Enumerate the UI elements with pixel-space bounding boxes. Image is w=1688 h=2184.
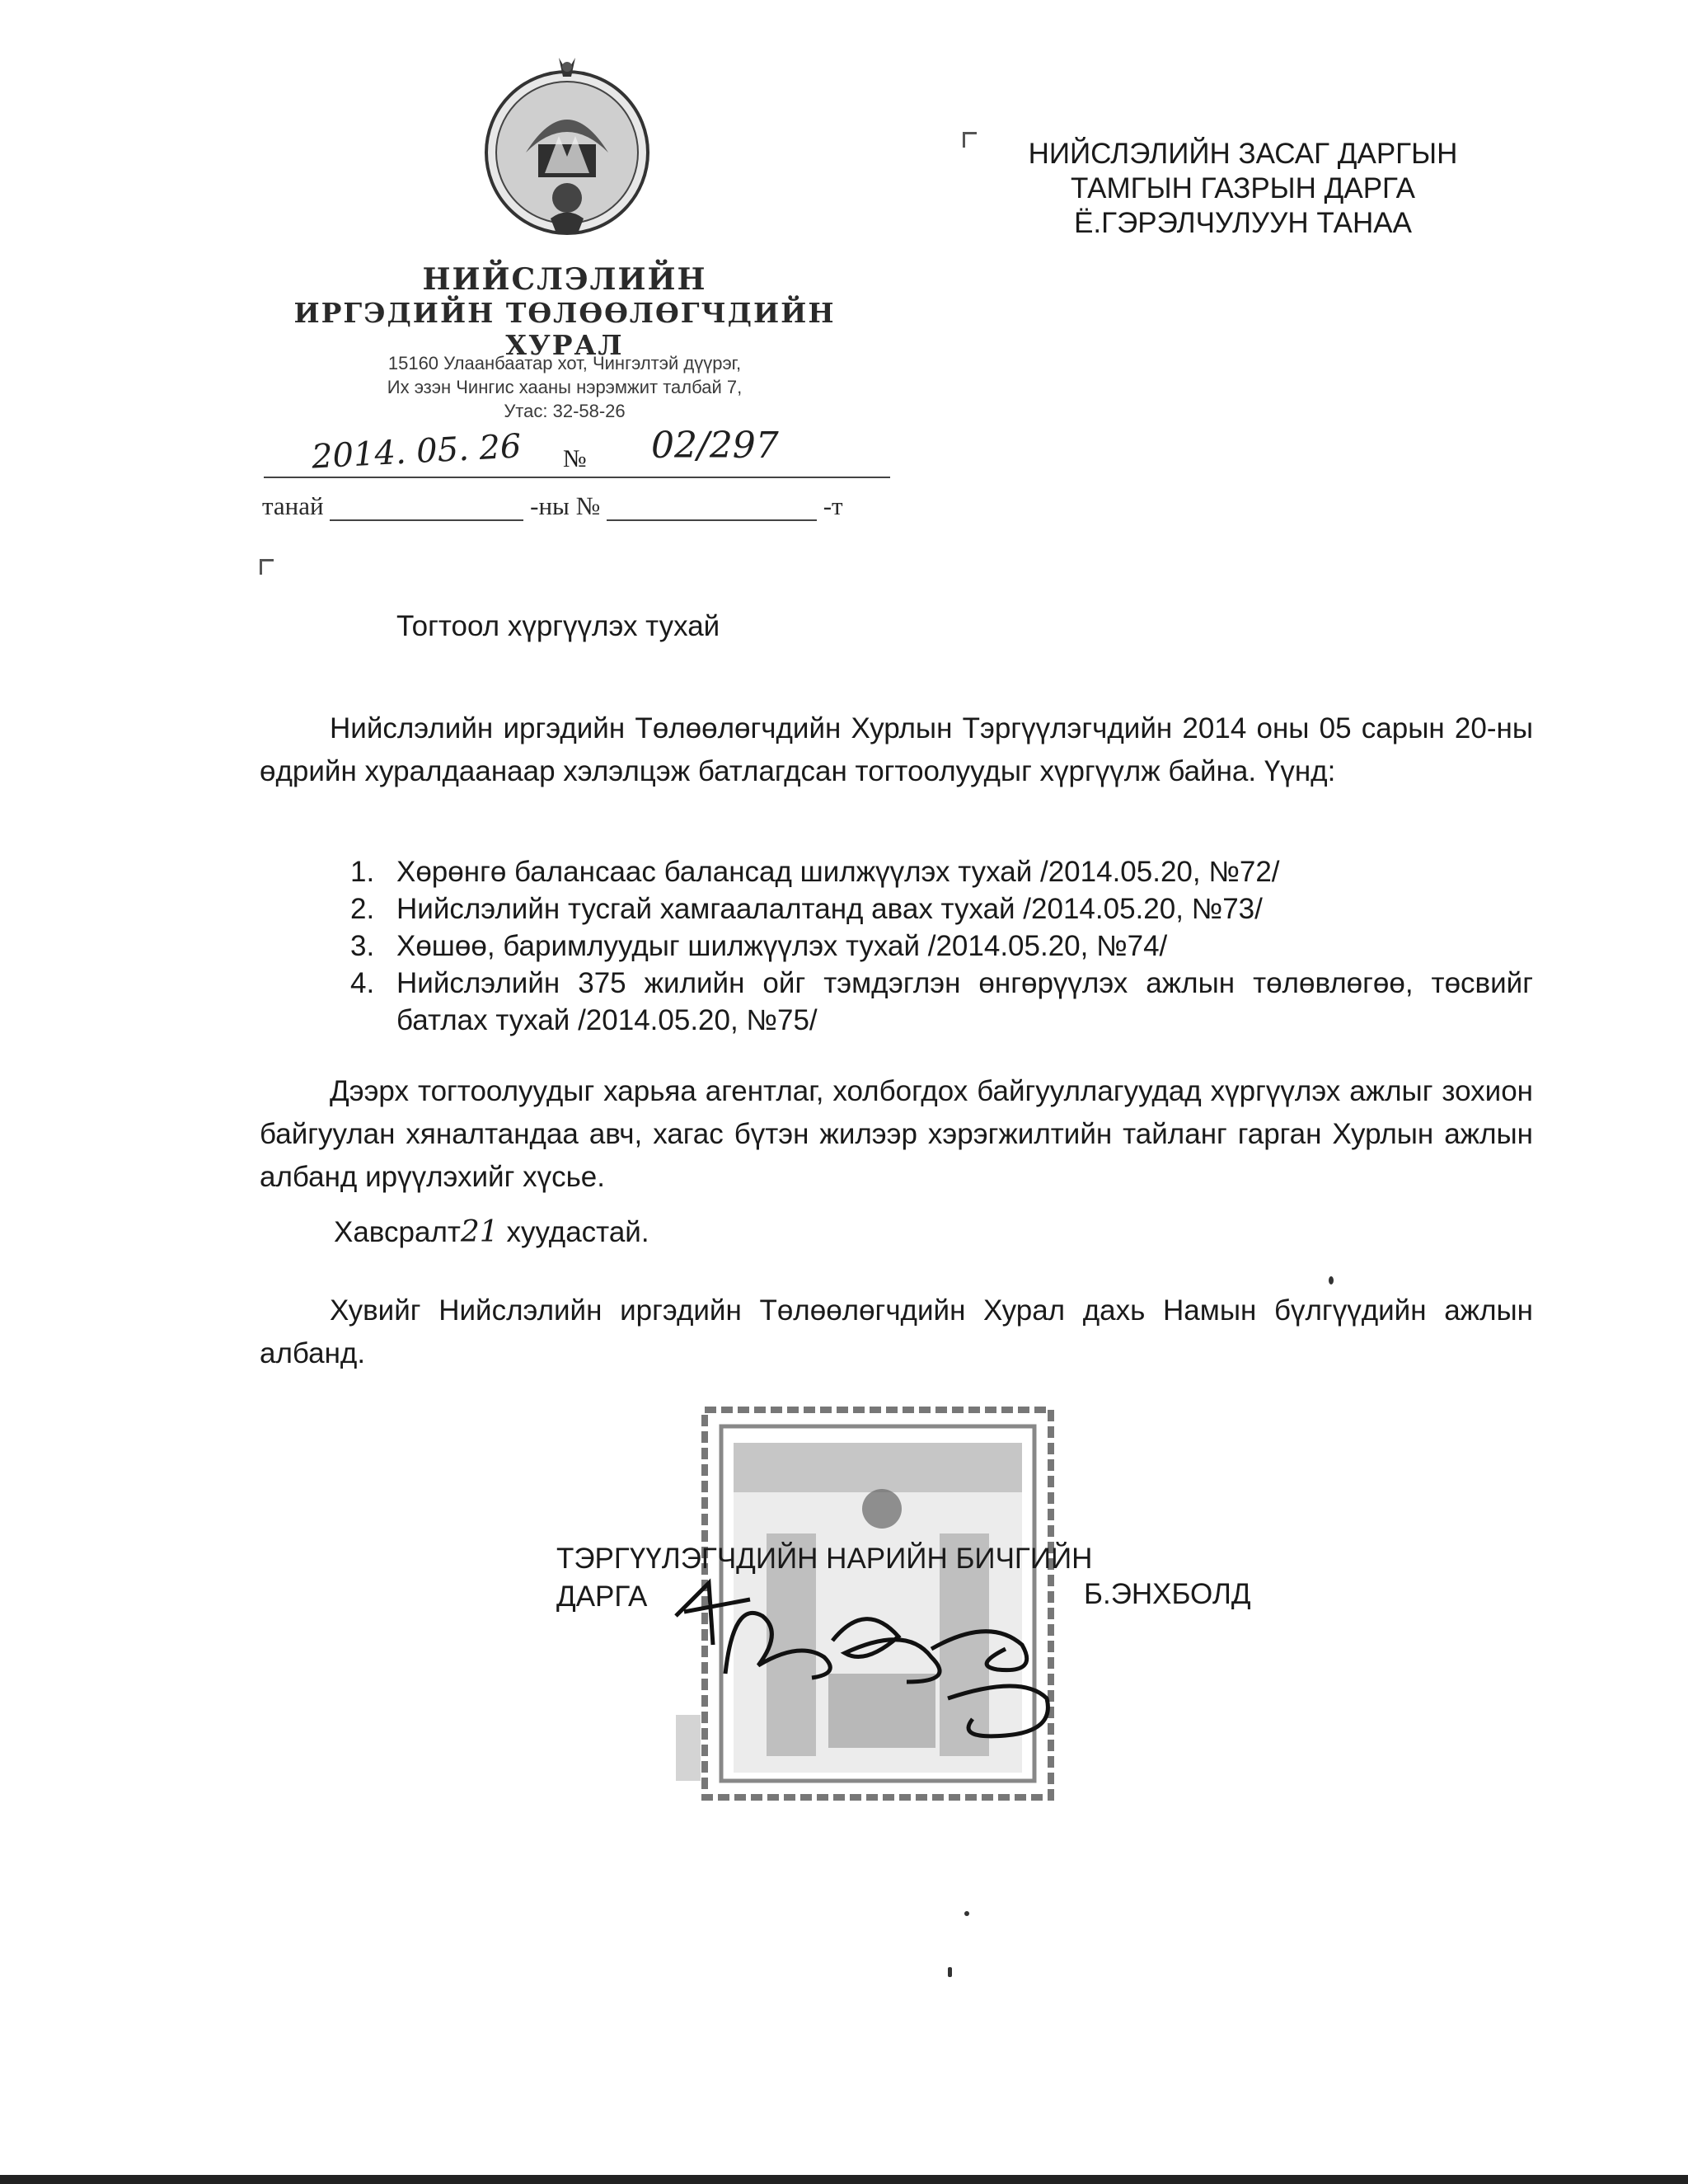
ny-label: -ны № <box>530 491 601 520</box>
scan-speck <box>964 1911 969 1916</box>
list-item: 3. Хөшөө, баримлуудыг шилжүүлэх тухай /2014.05.20, №74/ <box>350 930 1168 962</box>
attachment-count: 21 <box>460 1215 499 1249</box>
handwritten-number: 02/297 <box>651 425 779 467</box>
scan-bottom-edge <box>0 2175 1688 2184</box>
signatory-name: Б.ЭНХБОЛД <box>1084 1578 1251 1610</box>
phone-line: Утас: 32-58-26 <box>504 401 626 421</box>
organization-name-line2: ИРГЭДИЙН ТӨЛӨӨЛӨГЧДИЙН ХУРАЛ <box>293 297 836 361</box>
body-paragraph-3: Хувийг Нийслэлийн иргэдийн Төлөөлөгчдийн Хурал дахь Намын бүлгүүдийн ажлын албанд. <box>260 1294 1533 1369</box>
attachment-suffix: хуудастай. <box>506 1216 649 1248</box>
blank-line <box>330 495 523 521</box>
recipient-block <box>963 137 1523 241</box>
scan-speck <box>1329 1276 1334 1285</box>
attachment-line <box>334 1215 649 1249</box>
letter-subject: Тогтоол хүргүүлэх тухай <box>396 610 720 642</box>
list-item: 2. Нийслэлийн тусгай хамгаалалтанд авах тухай /2014.05.20, №73/ <box>350 893 1263 925</box>
t-suffix: -т <box>823 491 843 520</box>
recipient-line2: ТАМГЫН ГАЗРЫН ДАРГА <box>1070 172 1416 204</box>
body-paragraph-2: Дээрх тогтоолуудыг харьяа агентлаг, холбогдох байгууллагуудад хүргүүлэх ажлыг зохион байгуулан хяналтандаа авч, хагас бүтэн жилээр хэрэгжилтийн тайланг гарган Хурлын ажлын албанд ирүүлэхийг хүсье. <box>260 1075 1533 1193</box>
number-label: № <box>563 445 587 472</box>
state-emblem-icon <box>481 54 654 251</box>
resolution-list <box>260 853 1533 1039</box>
reference-line <box>264 477 890 478</box>
signatory-title-line1: ТЭРГҮҮЛЭГЧДИЙН НАРИЙН БИЧГИЙН <box>556 1543 1093 1575</box>
corner-mark <box>260 559 274 575</box>
signatory-title-line2: ДАРГА <box>556 1580 648 1613</box>
reply-reference-row <box>262 491 897 521</box>
list-item: 1. Хөрөнгө балансаас балансад шилжүүлэх тухай /2014.05.20, №72/ <box>350 856 1280 888</box>
scan-speck <box>948 1967 952 1977</box>
handwritten-signature-icon <box>659 1566 1088 1748</box>
recipient-line3: Ё.ГЭРЭЛЧУЛУУН ТАНАА <box>1074 207 1412 239</box>
handwritten-date: 2014. 05. 26 <box>310 427 523 477</box>
tanai-label: танай <box>262 491 324 520</box>
attachment-prefix: Хавсралт <box>334 1216 461 1248</box>
list-item: 4. Нийслэлийн 375 жилийн ойг тэмдэглэн өнгөрүүлэх ажлын төлөвлөгөө, төсвийг батлах тухай /2014.05.20, №75/ <box>350 967 1533 1036</box>
address-line1: 15160 Улаанбаатар хот, Чингэлтэй дүүрэг, <box>387 353 742 373</box>
body-paragraph-1: Нийслэлийн иргэдийн Төлөөлөгчдийн Хурлын Тэргүүлэгчдийн 2014 оны 05 сарын 20-ны өдрийн хуралдаанаар хэлэлцэж батлагдсан тогтоолуудыг хүргүүлж байна. Үүнд: <box>260 712 1533 787</box>
recipient-line1: НИЙСЛЭЛИЙН ЗАСАГ ДАРГЫН <box>1028 138 1458 170</box>
address-line2: Их эзэн Чингис хааны нэрэмжит талбай 7, <box>387 377 743 397</box>
organization-name-line1: НИЙСЛЭЛИЙН <box>422 262 707 297</box>
blank-line <box>607 495 817 521</box>
